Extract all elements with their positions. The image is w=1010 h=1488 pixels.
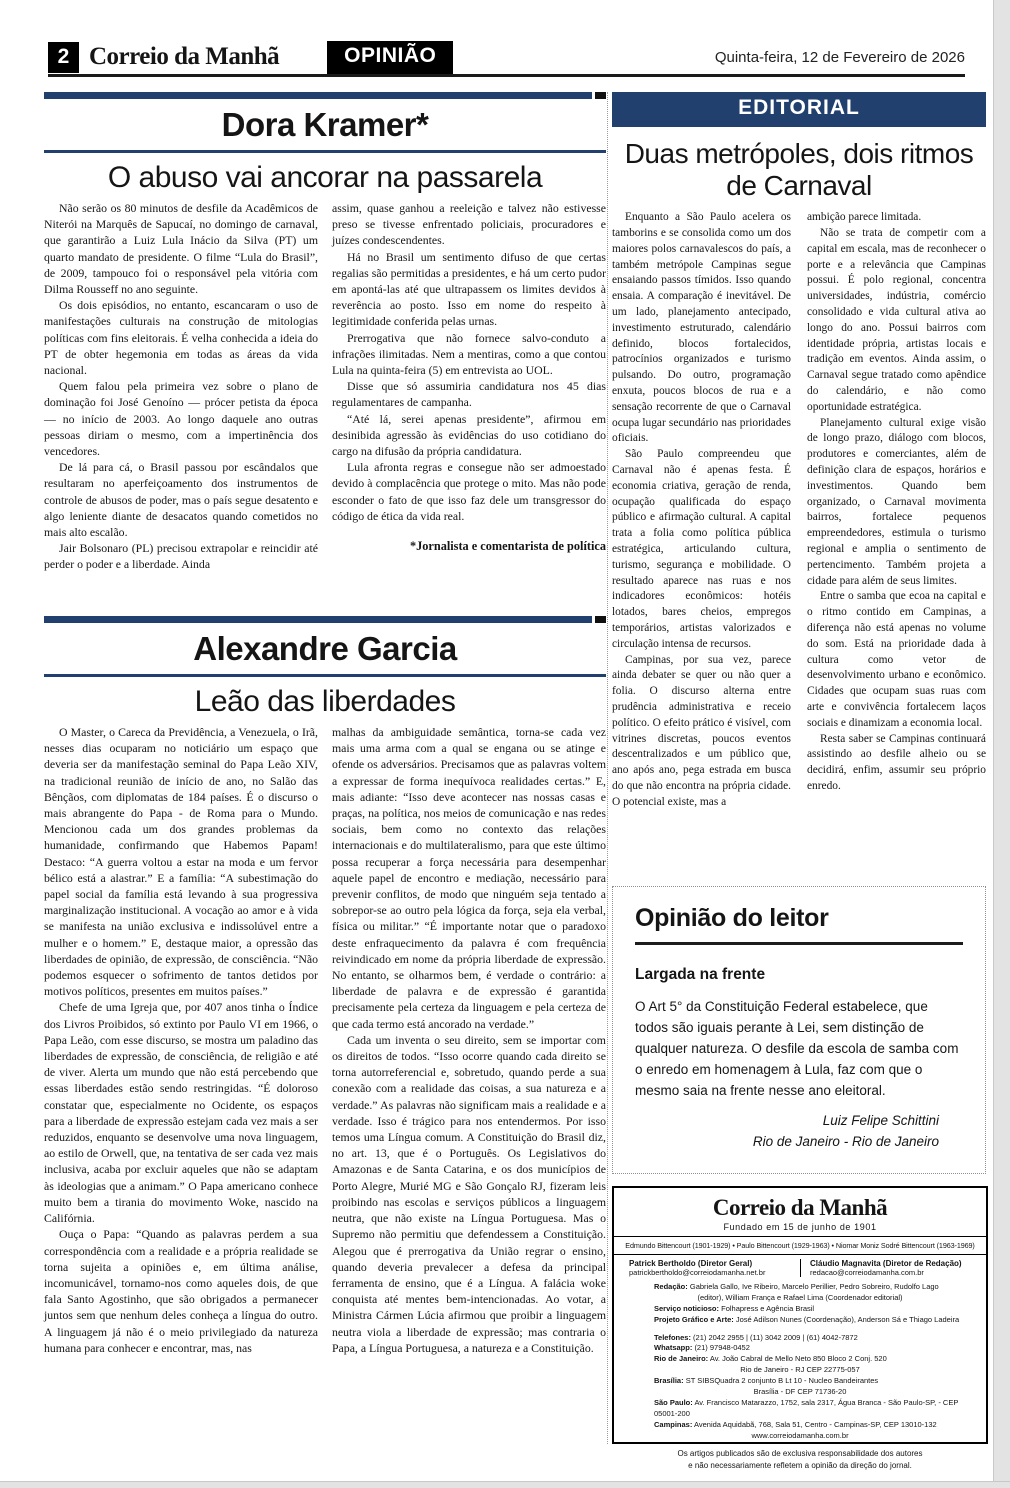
founded-line: Fundado em 15 de junho de 1901 (723, 1222, 877, 1232)
director-email: patrickbertholdo@correiodamanha.net.br (629, 1268, 766, 1277)
staff-line (654, 1282, 976, 1293)
reader-opinion-box (612, 886, 986, 1174)
article-body (44, 724, 606, 1356)
staff-line (654, 1315, 976, 1326)
editorial-paragraph: Não se trata de competir com a capital em escala, mas de reconhecer o porte e a relevância que Campinas possui. É polo regional, concentra universidades, indústria, comércio consolidado e vida cultural ativa ao longo do ano. Possui bairros com identidade própria, artistas locais e tradição em eventos. Ainda assim, o Carnaval segue tratado como apêndice do calendário, e não como oportunidade estratégica. (807, 227, 986, 413)
article-column (44, 724, 318, 1356)
contact-text: Av. João Cabral de Mello Neto 850 Bloco 2 Conj. 520 (709, 1354, 887, 1364)
signature-name: Luiz Felipe Schittini (822, 1113, 939, 1128)
article-paragraph: Há no Brasil um sentimento difuso de que certas regalias são permitidas a presidentes, e há um certo pudor em apontá-las até que ultrapassem os limites devidos à reverência ao posto. Isso em nome do respeito à legitimidade conferida pelas urnas. (332, 249, 606, 329)
staff-label: Serviço noticioso: (654, 1303, 720, 1313)
editorial-paragraph: Planejamento cultural exige visão de longo prazo, diálogo com blocos, produtores e comerciantes, além de definição clara de espaços, horários e investimentos. Quando bem organizado, o Carnaval movimenta bairros, fortalece pequenos empreendedores, estimula o turismo regional e amplia o sentimento de pertencimento. Também projeta a cidade para além de seus limites. (807, 416, 986, 587)
editorial-paragraph: Campinas, por sua vez, parece ainda debater se quer ou não quer a folia. O discurso alterna entre prudência administrativa e receio político. O efeito prático é visível, com vitrines discretas, poucos eventos descentralizados e um público que, ano após ano, pega estrada em busca do que não encontra na própria cidade. O potencial existe, mas a (612, 653, 791, 808)
contact-text: ST SIBSQuadra 2 conjunto B Lt 10 - Nucleo Bandeirantes (685, 1376, 879, 1385)
staff-text: (editor), William França e Rafael Lima (Coordenador editorial) (697, 1292, 903, 1302)
article-column (44, 200, 318, 573)
staff-line (654, 1304, 976, 1315)
disclaimer-line: Os artigos publicados são de exclusiva responsabilidade dos autores (677, 1449, 923, 1459)
article-paragraph: Chefe de uma Igreja que, por 407 anos tinha o Índice dos Livros Proibidos, só extinto por Paulo VI em 1966, o Papa Leão, com esse discurso, se mostra um paladino das liberdades de expressão, de consciência, de religião e até de viver. Alerta um mundo que não está percebendo que essas liberdades estão sendo restringidas. “É doloroso constatar que, especialmente no Ocidente, os espaços para a liberdade de expressão estejam cada vez mais a ser reduzidos, enquanto se desenvolve uma nova linguagem, ao estilo de Orwell, que, na tentativa de ser cada vez mais inclusiva, acaba por excluir aqueles que não se adaptam às ideologias que a animam.” O Papa americano conhece muito bem a tirania do movimento Woke, nascido na Califórnia. (44, 1000, 318, 1226)
contact-line (654, 1343, 976, 1354)
directors-row (624, 1259, 976, 1277)
author-name: Dora Kramer* (221, 106, 429, 143)
contact-line (654, 1365, 976, 1376)
contact-line (654, 1420, 976, 1431)
contact-label: Rio de Janeiro: (654, 1354, 709, 1364)
contact-line (654, 1398, 976, 1420)
page-edge-bottom (0, 1481, 1010, 1488)
founders-line: Edmundo Bittencourt (1901-1929) • Paulo Bittencourt (1929-1963) • Niomar Moniz Sodré Bittencourt (1963-1969) (625, 1241, 975, 1250)
letter-headline: Largada na frente (635, 966, 766, 983)
contact-text: Avenida Aquidabã, 768, Sala 51, Centro - Campinas-SP, CEP 13010-132 (694, 1419, 937, 1429)
editorial-paragraph: ambição parece limitada. (807, 211, 922, 224)
reader-opinion-title: Opinião do leitor (635, 904, 829, 932)
contact-line (654, 1387, 976, 1398)
staff-line (654, 1293, 976, 1304)
page-number-badge: 2 (48, 42, 79, 73)
article-dora-kramer (44, 92, 606, 614)
article-paragraph: assim, quase ganhou a reeleição e talvez não estivesse preso se tivesse enfrentado policiais, procuradores e juízes condescendentes. (332, 201, 606, 248)
staff-label: Projeto Gráfico e Arte: (654, 1314, 734, 1324)
section-label: OPINIÃO (327, 41, 453, 74)
newspaper-nameplate: Correio da Manhã (89, 43, 280, 70)
contact-label: Whatsapp: (654, 1343, 693, 1353)
editorial-column (612, 210, 791, 886)
article-paragraph: Não serão os 80 minutos de desfile da Acadêmicos de Niterói na Marquês de Sapucaí, no domingo de carnaval, que garantirão a Luiz Lula Inácio da Silva (PT) um quarto mandato de presidente. O filme “Lula do Brasil”, de 2009, tampouco foi o responsável pela vitória com Dilma Rousseff no ano seguinte. (44, 201, 318, 297)
article-paragraph: De lá para cá, o Brasil passou por escândalos que resultaram no aperfeiçoamento dos instrumentos de controle de abusos de poder, mas o país segue desatento e algo leniente diante de desacatos quando cometidos no mais alto escalão. (44, 460, 318, 540)
editorial-title: Duas metrópoles, dois ritmos de Carnaval (624, 138, 974, 201)
article-paragraph: Prerrogativa que não fornece salvo-conduto a infrações ilimitadas. Nem a mentiras, como a que contou Lula na quinta-feira (5) em entrevista ao UOL. (332, 330, 606, 378)
article-paragraph: Cada um inventa o seu direito, sem se importar com os direitos de todos. “Isso ocorre quando cada direito se torna autorreferencial e, sobretudo, quando perde a sua conexão com a realidade das coisas, a sua natureza e a verdade.” As palavras não significam mais a realidade e a verdade. Isso é trágico para nos entendermos. Por isso temos uma Língua comum. A Constituição do Brasil diz, no art. 13, que é o Português. Os Legislativos do Amazonas e de Santa Catarina, e os dos municípios de Porto Alegre, Murié MG e São Gonçalo RJ, fizeram leis proibindo nas escolas e serviços públicos a linguagem neutra, que não existe na Língua Portuguesa. Mas o Supremo não permitiu que defendessem a Constituição. Alegou que é prerrogativa da União regrar o ensino, quando deveria prevalecer a defesa da principal ferramenta de ensino, que é a Língua. A falácia woke conquista até mentes bem-intencionadas. Ao votar, a Ministra Cármen Lúcia afirmou que proibir a linguagem neutra viola a liberdade de expressão; mas contraria o Papa, a Língua Portuguesa, a natureza e a Constituição. (332, 1032, 606, 1355)
staff-text: Gabriela Gallo, Ive Ribeiro, Marcelo Perillier, Pedro Sobreiro, Rudolfo Lago (689, 1282, 939, 1291)
divider-bar (44, 616, 606, 623)
contact-line (654, 1354, 976, 1365)
article-column (332, 724, 606, 1356)
article-column (332, 200, 606, 573)
rule (614, 1236, 986, 1237)
divider-bar (44, 92, 606, 99)
article-paragraph: Quem falou pela primeira vez sobre o plano de dominação foi José Genoíno — prócer petista da época — no início de 2003. Ao longo daquele ano outras pessoas diriam o mesmo, com a impertinência dos vencedores. (44, 379, 318, 459)
contact-text: Brasília - DF CEP 71736-20 (753, 1386, 847, 1396)
contact-list (624, 1333, 976, 1431)
article-paragraph: malhas da ambiguidade semântica, torna-se cada vez mais uma arma com a qual se engana ou se atinge e ofende os adversários. Precisamos que as palavras voltem a expressar de forma inequívoca realidades certas.” E, mais adiante: “Isso deve acontecer nas nossas casas e praças, na política, nos meios de comunicação e nas redes sociais, bem como no contexto das relações internacionais e do multilateralismo, para que este último possa recuperar a força necessária para desempenhar aquele papel de encontro e mediação, necessário para prevenir conflitos, de modo que ninguém seja tentado a sobrepor-se ao outro pela lógica da força, seja ela verbal, física ou militar.” “É importante notar que o paradoxo deste enfraquecimento da palavra é com frequência reivindicado em nome da própria liberdade de expressão. No entanto, se olharmos bem, é verdade o contrário: a liberdade de palavra e de expressão é garantida precisamente pela certeza da linguagem e pela certeza de que cada termo está ancorado na verdade.” (332, 725, 606, 1031)
contact-line (654, 1376, 976, 1387)
editorial-paragraph: São Paulo compreendeu que Carnaval não é apenas festa. É economia criativa, geração de renda, ocupação qualificada do espaço público e afirmação cultural. A capital trata a folia como política pública estratégica, articulando cultura, turismo, segurança e mobilidade. O resultado aparece nas ruas e nos indicadores econômicos: hotéis lotados, bares cheios, empregos temporários, artistas valorizados e circulação intensa de recursos. (612, 448, 791, 650)
staff-label: Redação: (654, 1282, 688, 1291)
staff-text: Folhapress e Agência Brasil (721, 1303, 815, 1313)
masthead-box (612, 1186, 988, 1470)
editorial-body (612, 210, 986, 886)
website: www.correiodamanha.com.br (751, 1431, 849, 1441)
editorial-paragraph: Enquanto a São Paulo acelera os tamborins e se consolida como um dos maiores polos carnavalescos do país, a também metrópole Campinas segue ensaiando passos tímidos. Isso quando ensaia. A comparação é inevitável. De um lado, planejamento antecipado, investimento estruturado, calendário definido, blocos fortalecidos, patrocínios organizados e turismo pulsando. Do outro, programação enxuta, poucos blocos de rua e a sensação recorrente de que o Carnaval ocupa lugar secundário nas prioridades oficiais. (612, 211, 791, 445)
director-name: Patrick Bertholdo (Diretor Geral) (629, 1259, 753, 1268)
author-name: Alexandre Garcia (193, 630, 457, 667)
editorial-section (612, 92, 986, 886)
staff-text: José Adilson Nunes (Coordenação), Anderson Sá e Thiago Ladeira (735, 1314, 960, 1324)
contact-text: Av. Francisco Matarazzo, 1752, sala 2317, Água Branca - São Paulo-SP, - CEP 05001-200 (654, 1397, 959, 1418)
contact-line (654, 1333, 976, 1344)
contact-label: Telefones: (654, 1332, 691, 1342)
masthead-logo: Correio da Manhã (712, 1195, 888, 1220)
article-paragraph: Lula afronta regras e consegue não ser admoestado devido à complacência que protege o mito. Mas não pode esconder o fato de que isso faz dele um transgressor do código de ética da vida real. (332, 460, 606, 523)
signature-place: Rio de Janeiro - Rio de Janeiro (752, 1133, 939, 1149)
edition-date: Quinta-feira, 12 de Fevereiro de 2026 (714, 48, 965, 66)
staff-list (624, 1282, 976, 1326)
article-paragraph: Jair Bolsonaro (PL) precisou extrapolar e reincidir até perder o poder e a liberdade. Ainda (44, 541, 318, 572)
article-paragraph: Ouça o Papa: “Quando as palavras perdem a sua correspondência com a realidade e a própria realidade se torna sujeita a opiniões e, em última análise, incomunicável, tornamo-nos como aqueles dois, de que fala Santo Agostinho, que são obrigados a permanecer juntos sem que nenhum deles conheça a língua do outro. A linguagem já não é o meio privilegiado da natureza humana para conhecer e encontrar, mas, nas (44, 1227, 318, 1355)
editorial-column (807, 210, 986, 886)
article-paragraph: O Master, o Careca da Previdência, a Venezuela, o Irã, nesses dias ocuparam no noticiário um espaço que deveria ser da manifestação seminal do Papa Leão XIV, na tradicional reunião de início de ano, no Salão das Bênçãos, com diplomatas de 184 países. É o discurso o mais abrangente do Papa - de Roma para o Mundo. Mencionou cada um dos grandes problemas da humanidade, confirmando que Habemos Papam! Destaco: “A guerra voltou a estar na moda e um fervor bélico está a alastrar.” E a família: “A subestimação do papel social da família está levando à sua progressiva marginalização institucional. A vocação ao amor e à vida se manifesta na união exclusiva e indissolúvel entre a mulher e o homem.” E, destaque maior, a opressão das liberdades de opinião, de expressão, de consciência. “Não podemos esquecer o sofrimento de tantos detidos por motivos políticos, presentes em muitos países.” (44, 725, 318, 999)
contact-text: (21) 97948-0452 (694, 1343, 750, 1353)
disclaimer-line: e não necessariamente refletem a opinião da direção do jornal. (688, 1460, 912, 1470)
director-email: redacao@correiodamanha.com.br (810, 1268, 924, 1277)
contact-text: (21) 2042 2955 | (11) 3042 2009 | (61) 4042-7872 (693, 1332, 858, 1342)
article-title: O abuso vai ancorar na passarela (107, 161, 543, 194)
rule (614, 1254, 986, 1255)
letter-signature (635, 1111, 963, 1153)
contact-text: Rio de Janeiro - RJ CEP 22775-057 (740, 1365, 860, 1375)
director-redacao (800, 1259, 976, 1277)
page-edge-right (993, 0, 1010, 1488)
article-body (44, 200, 606, 573)
bar-blue (44, 616, 592, 623)
title-underline (635, 942, 963, 945)
article-paragraph: Disse que só assumiria candidatura nos 45 dias regulamentares de campanha. (332, 379, 606, 410)
director-general (624, 1259, 800, 1277)
bar-blue (44, 92, 592, 99)
bar-end (595, 616, 606, 623)
column-separator-rule (607, 92, 608, 1444)
contact-label: Brasília: (654, 1376, 684, 1385)
article-paragraph: “Até lá, serei apenas presidente”, afirmou em desinibida agressão às evidências do uso cotidiano do cargo na difusão da própria candidatura. (332, 411, 606, 459)
article-alexandre-garcia (44, 616, 606, 1482)
bar-end (595, 92, 606, 99)
editorial-label: EDITORIAL (612, 92, 986, 127)
editorial-paragraph: Entre o samba que ecoa na capital e o ritmo contido em Campinas, a diferença não está apenas no volume do som. Está na prioridade dada à cultura como vetor de desenvolvimento urbano e econômico. Cidades que ocupam suas ruas com arte e convivência fortalecem laços sociais e dinamizam a economia local. (807, 590, 986, 729)
contact-label: Campinas: (654, 1419, 693, 1429)
author-credit: *Jornalista e comentarista de política (409, 539, 606, 554)
editorial-paragraph: Resta saber se Campinas continuará assistindo ao desfile alheio ou se decidirá, enfim, assumir seu próprio enredo. (807, 732, 986, 792)
page-header (48, 40, 965, 77)
article-paragraph: Os dois episódios, no entanto, escancaram o uso de manifestações culturais na construção de mitologias políticas com fins eleitorais. É velha conhecida a ideia do PT de obter hegemonia em todas as áreas da vida nacional. (44, 298, 318, 378)
article-title: Leão das liberdades (194, 685, 456, 718)
author-rule (44, 150, 606, 153)
letter-body: O Art 5° da Constituição Federal estabelece, que todos são iguais perante à Lei, sem distinção de qualquer natureza. O desfile da escola de samba com o enredo em homenagem à Lula, faz com que o mesmo saia na frente nesse ano eleitoral. (635, 999, 959, 1098)
contact-label: São Paulo: (654, 1397, 693, 1407)
disclaimer (624, 1448, 976, 1471)
author-rule (44, 674, 606, 677)
director-name: Cláudio Magnavita (Diretor de Redação) (810, 1259, 962, 1268)
